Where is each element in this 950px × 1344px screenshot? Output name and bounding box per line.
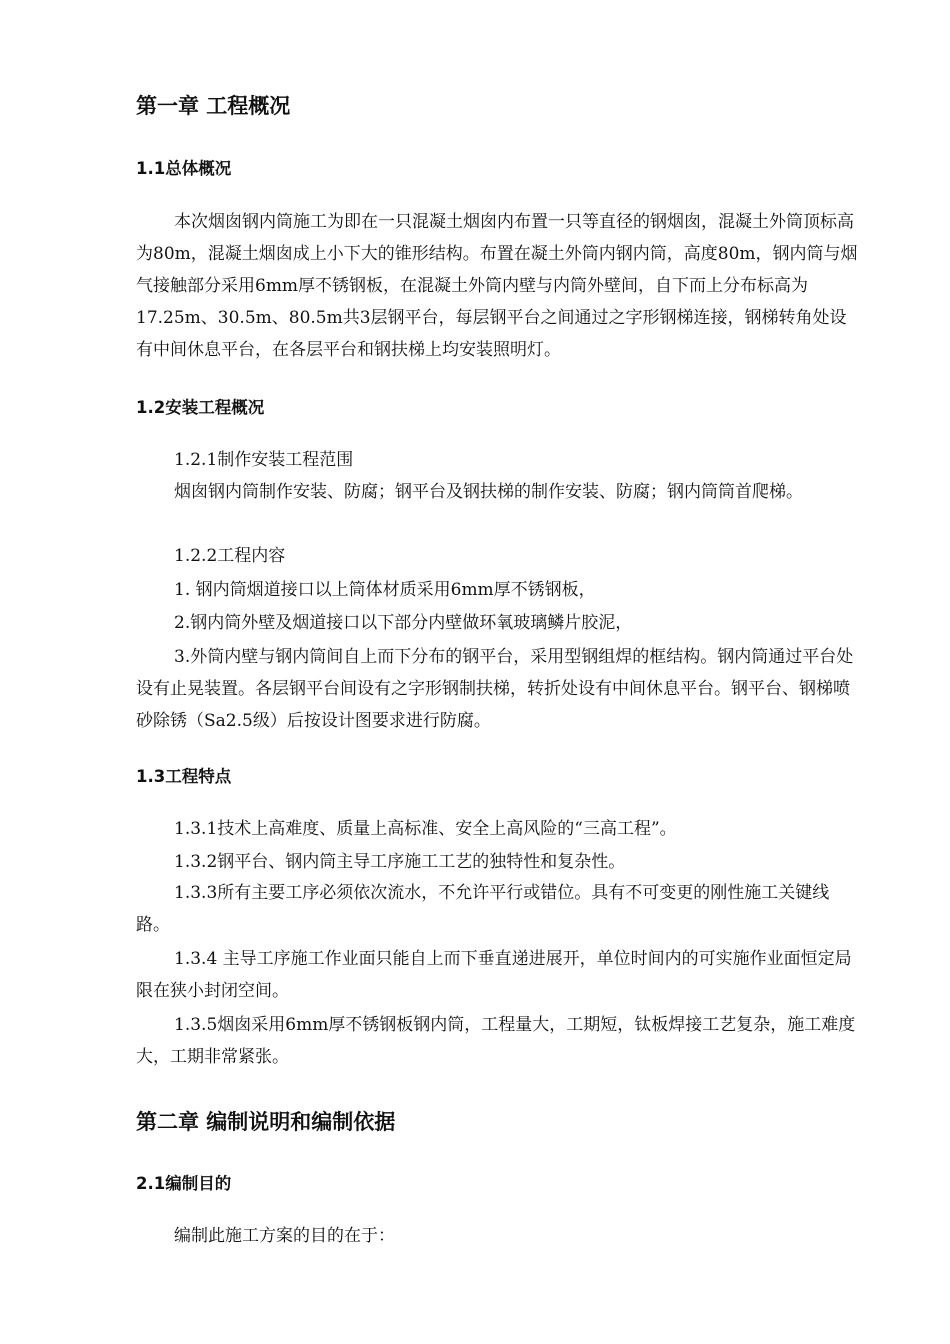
feature-item-1: 1.3.1技术上高难度、质量上高标准、安全上高风险的“三高工程”。 bbox=[174, 819, 677, 839]
section-1-1-title: 1.1总体概况 bbox=[136, 159, 232, 178]
feature-item-2: 1.3.2钢平台、钢内筒主导工序施工工艺的独特性和复杂性。 bbox=[174, 852, 626, 872]
section-1-1-paragraph: 本次烟囱钢内筒施工为即在一只混凝土烟囱内布置一只等直径的钢烟囱，混凝土外筒顶标高为80m，混凝土烟囱成上小下大的锥形结构。布置在凝土外筒内钢内筒，高度80m，钢内筒与烟气接触部分采用6mm厚不锈钢板，在混凝土外筒内壁与内筒外壁间，自下而上分布标高为17.25m、30.5m、80.5m共3层钢平台，每层钢平台之间通过之字形钢梯连接，钢梯转角处设有中间休息平台，在各层平台和钢扶梯上均安装照明灯。 bbox=[136, 212, 858, 360]
content-item-2: 2.钢内筒外壁及烟道接口以下部分内壁做环氧玻璃鳞片胶泥， bbox=[174, 613, 633, 633]
section-1-3-title: 1.3工程特点 bbox=[136, 767, 232, 786]
section-2-1-paragraph: 编制此施工方案的目的在于： bbox=[174, 1226, 395, 1246]
chapter-1-title: 第一章 工程概况 bbox=[136, 94, 291, 118]
subsection-1-2-1-paragraph: 烟囱钢内筒制作安装、防腐；钢平台及钢扶梯的制作安装、防腐；钢内筒筒首爬梯。 bbox=[174, 482, 803, 502]
feature-item-5: 1.3.5烟囱采用6mm厚不锈钢板钢内筒，工程量大，工期短，钛板焊接工艺复杂，施工难度大，工期非常紧张。 bbox=[136, 1015, 856, 1067]
chapter-2-title: 第二章 编制说明和编制依据 bbox=[136, 1110, 396, 1134]
feature-item-3: 1.3.3所有主要工序必须依次流水，不允许平行或错位。具有不可变更的刚性施工关键线路。 bbox=[136, 883, 830, 935]
subsection-1-2-1-heading: 1.2.1制作安装工程范围 bbox=[174, 450, 354, 470]
section-1-2-title: 1.2安装工程概况 bbox=[136, 398, 265, 417]
content-item-1: 1. 钢内筒烟道接口以上筒体材质采用6mm厚不锈钢板， bbox=[174, 580, 596, 600]
subsection-1-2-2-heading: 1.2.2工程内容 bbox=[174, 546, 286, 566]
content-item-3: 3.外筒内壁与钢内筒间自上而下分布的钢平台，采用型钢组焊的框结构。钢内筒通过平台处设有止晃装置。各层钢平台间设有之字形钢制扶梯，转折处设有中间休息平台。钢平台、钢梯喷砂除锈（Sa2.5级）后按设计图要求进行防腐。 bbox=[136, 647, 854, 731]
section-2-1-title: 2.1编制目的 bbox=[136, 1174, 232, 1193]
feature-item-4: 1.3.4 主导工序施工作业面只能自上而下垂直递进展开，单位时间内的可实施作业面恒定局限在狭小封闭空间。 bbox=[136, 949, 852, 1001]
